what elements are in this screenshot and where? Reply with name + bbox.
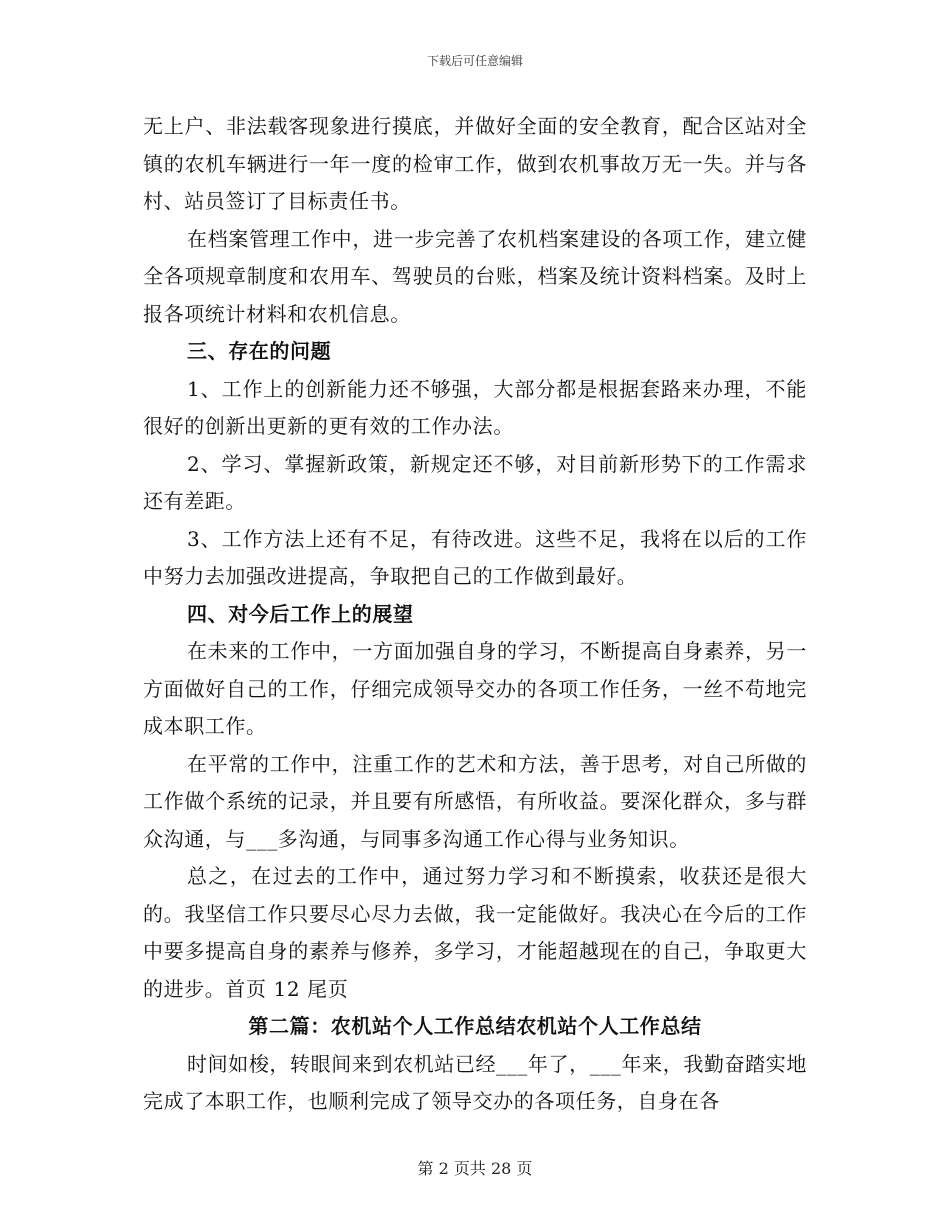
section-heading: 三、存在的问题 [187,339,332,363]
article-title: 第二篇：农机站个人工作总结农机站个人工作总结 [248,1014,702,1038]
paragraph: 在平常的工作中，注重工作的艺术和方法，善于思考，对自己所做的工作做个系统的记录，并且要有所感悟，有所收益。要深化群众，多与群众沟通，与___多沟通，与同事多沟通工作心得与业务知识。 [143,751,807,851]
section-heading: 四、对今后工作上的展望 [187,601,414,626]
page-header: 下载后可任意编辑 [426,54,523,68]
document-body [143,108,807,1121]
paragraph: 时间如梭，转眼间来到农机站已经___年了，___年来，我勤奋踏实地完成了本职工作，也顺利完成了领导交办的各项任务，自身在各 [143,1051,807,1113]
paragraph: 总之，在过去的工作中，通过努力学习和不断摸索，收获还是很大的。我坚信工作只要尽心尽力去做，我一定能做好。我决心在今后的工作中要多提高自身的素养与修养，多学习，才能超越现在的自己，争取更大的进步。首页 12 尾页 [143,864,807,1001]
page-footer: 第 2 页共 28 页 [417,1159,533,1178]
paragraph: 无上户、非法载客现象进行摸底，并做好全面的安全教育，配合区站对全镇的农机车辆进行一年一度的检审工作，做到农机事故万无一失。并与各村、站员签订了目标责任书。 [143,114,807,213]
paragraph: 在档案管理工作中，进一步完善了农机档案建设的各项工作，建立健全各项规章制度和农用车、驾驶员的台账，档案及统计资料档案。及时上报各项统计材料和农机信息。 [143,226,807,326]
paragraph: 在未来的工作中，一方面加强自身的学习，不断提高自身素养，另一方面做好自己的工作，仔细完成领导交办的各项工作任务，一丝不苟地完成本职工作。 [143,639,807,738]
paragraph: 1、工作上的创新能力还不够强，大部分都是根据套路来办理，不能很好的创新出更新的更有效的工作办法。 [143,376,807,438]
paragraph: 2、学习、掌握新政策，新规定还不够，对目前新形势下的工作需求还有差距。 [143,451,807,513]
paragraph: 3、工作方法上还有不足，有待改进。这些不足，我将在以后的工作中努力去加强改进提高，争取把自己的工作做到最好。 [143,526,807,588]
